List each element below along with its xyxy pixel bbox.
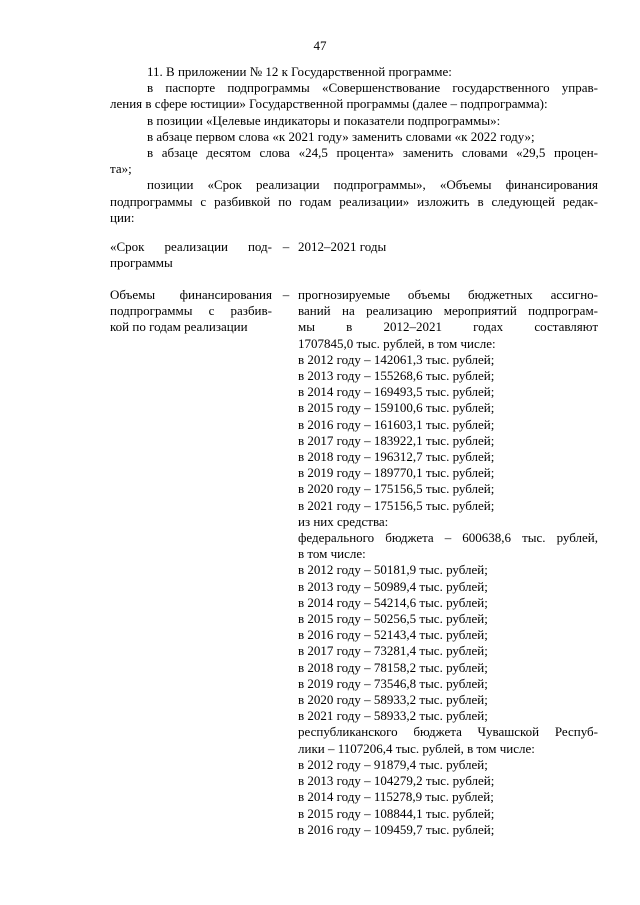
financing-line: в 2014 году – 169493,5 тыс. рублей; — [298, 384, 495, 400]
term-label-line: «Срок реализации под- — [110, 239, 272, 254]
intro-line: позиции «Срок реализации подпрограммы», «Объемы финансирования — [147, 177, 598, 193]
financing-line: в 2020 году – 175156,5 тыс. рублей; — [298, 481, 495, 497]
financing-line: в 2017 году – 183922,1 тыс. рублей; — [298, 432, 495, 448]
financing-line: ваний на реализацию мероприятий подпрограм- — [298, 303, 598, 319]
financing-line: в 2020 году – 58933,2 тыс. рублей; — [298, 692, 488, 708]
financing-line: в 2015 году – 50256,5 тыс. рублей; — [298, 611, 488, 627]
financing-line: в 2018 году – 78158,2 тыс. рублей; — [298, 659, 488, 675]
financing-line: в 2016 году – 109459,7 тыс. рублей; — [298, 821, 495, 837]
intro-line: в абзаце первом слова «к 2021 году» заменить словами «к 2022 году»; — [147, 128, 535, 144]
financing-line: в 2021 году – 58933,2 тыс. рублей; — [298, 708, 488, 724]
financing-line: в 2015 году – 108844,1 тыс. рублей; — [298, 805, 495, 821]
financing-value — [298, 287, 598, 838]
financing-line: в 2014 году – 115278,9 тыс. рублей; — [298, 789, 494, 805]
term-dash: – — [282, 239, 290, 254]
financing-line: в том числе: — [298, 546, 366, 562]
financing-line: в 2012 году – 50181,9 тыс. рублей; — [298, 562, 488, 578]
financing-line: республиканского бюджета Чувашской Респуб- — [298, 724, 598, 740]
financing-line: из них средства: — [298, 513, 389, 529]
financing-line: в 2019 году – 73546,8 тыс. рублей; — [298, 675, 488, 691]
financing-line: в 2016 году – 52143,4 тыс. рублей; — [298, 627, 488, 643]
financing-line: в 2016 году – 161603,1 тыс. рублей; — [298, 416, 495, 432]
intro-line: в абзаце десятом слова «24,5 процента» заменить словами «29,5 процен- — [147, 145, 598, 161]
intro-line: та»; — [110, 161, 132, 177]
intro-line: 11. В приложении № 12 к Государственной программе: — [147, 64, 452, 79]
financing-line: в 2021 году – 175156,5 тыс. рублей; — [298, 497, 495, 513]
intro-line: в паспорте подпрограммы «Совершенствование государственного управ- — [147, 80, 598, 96]
term-value: 2012–2021 годы — [298, 239, 387, 254]
intro-line: ции: — [110, 209, 135, 225]
financing-dash: – — [282, 287, 290, 302]
financing-line: в 2017 году – 73281,4 тыс. рублей; — [298, 643, 488, 659]
financing-line: федерального бюджета – 600638,6 тыс. рублей, — [298, 530, 598, 546]
financing-label-line: подпрограммы с разбив- — [110, 303, 272, 319]
intro-line: ления в сфере юстиции» Государственной программы (далее – подпрограмма): — [110, 96, 548, 112]
financing-label-line: кой по годам реализации — [110, 319, 248, 335]
financing-line: мы в 2012–2021 годах составляют — [298, 319, 598, 335]
financing-line: в 2014 году – 54214,6 тыс. рублей; — [298, 594, 488, 610]
financing-line: прогнозируемые объемы бюджетных ассигно- — [298, 287, 598, 302]
financing-line: в 2019 году – 189770,1 тыс. рублей; — [298, 465, 495, 481]
financing-line: лики – 1107206,4 тыс. рублей, в том числе: — [298, 740, 535, 756]
intro-text — [110, 64, 598, 226]
intro-line: в позиции «Целевые индикаторы и показатели подпрограммы»: — [147, 112, 501, 128]
financing-label — [110, 287, 272, 336]
financing-line: в 2015 году – 159100,6 тыс. рублей; — [298, 400, 495, 416]
intro-line: подпрограммы с разбивкой по годам реализации» изложить в следующей редак- — [110, 193, 598, 209]
page-number: 47 — [313, 38, 327, 53]
financing-line: 1707845,0 тыс. рублей, в том числе: — [298, 335, 496, 351]
term-label — [110, 239, 272, 271]
financing-line: в 2012 году – 142061,3 тыс. рублей; — [298, 351, 495, 367]
financing-label-line: Объемы финансирования — [110, 287, 272, 302]
financing-line: в 2018 году – 196312,7 тыс. рублей; — [298, 449, 495, 465]
financing-line: в 2012 году – 91879,4 тыс. рублей; — [298, 756, 488, 772]
term-label-line: программы — [110, 255, 173, 271]
financing-line: в 2013 году – 104279,2 тыс. рублей; — [298, 773, 495, 789]
financing-line: в 2013 году – 155268,6 тыс. рублей; — [298, 368, 495, 384]
financing-line: в 2013 году – 50989,4 тыс. рублей; — [298, 578, 488, 594]
